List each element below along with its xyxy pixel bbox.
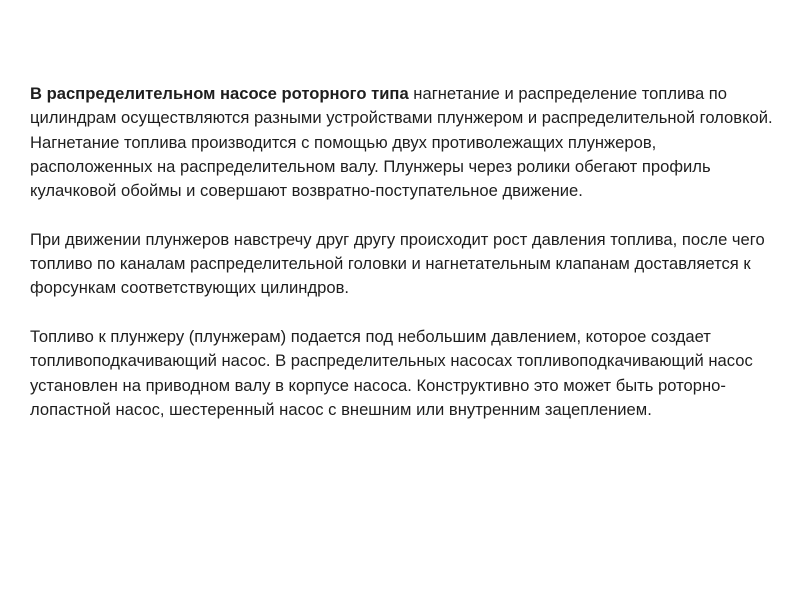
paragraph-text: При движении плунжеров навстречу друг другу происходит рост давления топлива, после чего топливо по каналам распределительной головки и нагнетательным клапанам доставляется к форсункам соответствующих цилиндров.: [30, 229, 765, 298]
text-body: [30, 82, 778, 422]
bold-lead-phrase: В распределительном насосе роторного типа: [30, 84, 409, 103]
paragraph-text: Топливо к плунжеру (плунжерам) подается под небольшим давлением, которое создает топливоподкачивающий насос. В распределительных насосах топливоподкачивающий насос установлен на приводном валу в корпусе насоса. Конструктивно это может быть роторно-лопастной насос, шестеренный насос с внешним или внутренним зацеплением.: [30, 326, 753, 419]
paragraph-plunger-movement: [30, 228, 778, 301]
paragraph-text: нагнетание и распределение топлива по цилиндрам осуществляются разными устройствами плунжером и распределительной головкой. Нагнетание топлива производится с помощью двух противолежащих плунжеров, расположенных на распределительном валу. Плунжеры через ролики обегают профиль кулачковой обоймы и совершают возвратно-поступательное движение.: [30, 84, 773, 201]
paragraph-fuel-supply: [30, 325, 778, 422]
paragraph-rotary-pump: [30, 82, 778, 203]
